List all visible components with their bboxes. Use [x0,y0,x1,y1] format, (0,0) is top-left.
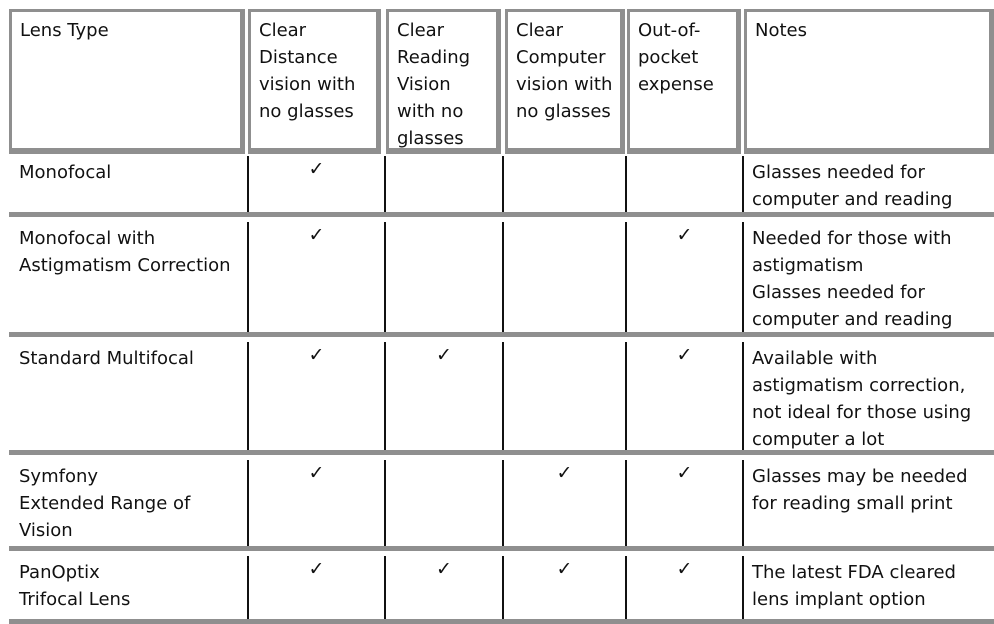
out-of-pocket-check-icon: ✓ [676,462,693,484]
notes-cell: Glasses may be needed for reading small print [752,466,968,514]
header-cell-computer [505,9,625,154]
header-out-of-pocket: Out-of- pocket expense [638,20,714,95]
header-cell-lens-type [9,9,245,154]
reading-check-icon: ✓ [436,344,452,366]
distance-check-icon: ✓ [308,224,325,246]
header-cell-notes [744,9,994,154]
notes-cell: Needed for those with astigmatism Glasses needed for computer and reading [752,228,953,330]
table-row-monofocal [9,156,994,217]
lens-type-cell: Monofocal [19,162,112,183]
table-row-panoptix [9,556,994,624]
lens-type-cell: Symfony Extended Range of Vision [19,466,191,541]
notes-cell: Available with astigmatism correction, not ideal for those using computer a lot [752,348,972,450]
table-header-row [9,9,994,154]
lens-type-cell: Monofocal with Astigmatism Correction [19,228,231,276]
table-row-symfony [9,460,994,551]
distance-check-icon: ✓ [308,462,325,484]
computer-check-icon: ✓ [556,558,573,580]
column-divider [502,222,504,332]
header-lens-type: Lens Type [20,20,109,41]
notes-cell: The latest FDA cleared lens implant option [752,562,956,610]
lens-type-cell: PanOptix Trifocal Lens [19,562,131,610]
header-clear-computer: Clear Computer vision with no glasses [516,20,613,122]
header-clear-distance: Clear Distance vision with no glasses [259,20,356,122]
column-divider [742,156,744,212]
lens-type-cell: Standard Multifocal [19,348,194,369]
header-clear-reading: Clear Reading Vision with no glasses [397,20,471,149]
distance-check-icon: ✓ [308,344,325,366]
header-cell-out-of-pocket [627,9,741,154]
distance-check-icon: ✓ [308,558,325,580]
out-of-pocket-check-icon: ✓ [676,558,693,580]
table-row-monofocal-astigmatism [9,222,994,337]
out-of-pocket-check-icon: ✓ [676,224,693,246]
out-of-pocket-check-icon: ✓ [676,344,693,366]
header-cell-reading [386,9,501,154]
distance-check-icon: ✓ [308,158,325,180]
header-cell-distance [248,9,381,154]
column-divider [502,156,504,212]
table-row-standard-multifocal [9,342,994,455]
computer-check-icon: ✓ [556,462,573,484]
column-divider [625,156,627,212]
header-notes: Notes [755,20,807,41]
reading-check-icon: ✓ [436,558,452,580]
notes-cell: Glasses needed for computer and reading [752,162,953,210]
